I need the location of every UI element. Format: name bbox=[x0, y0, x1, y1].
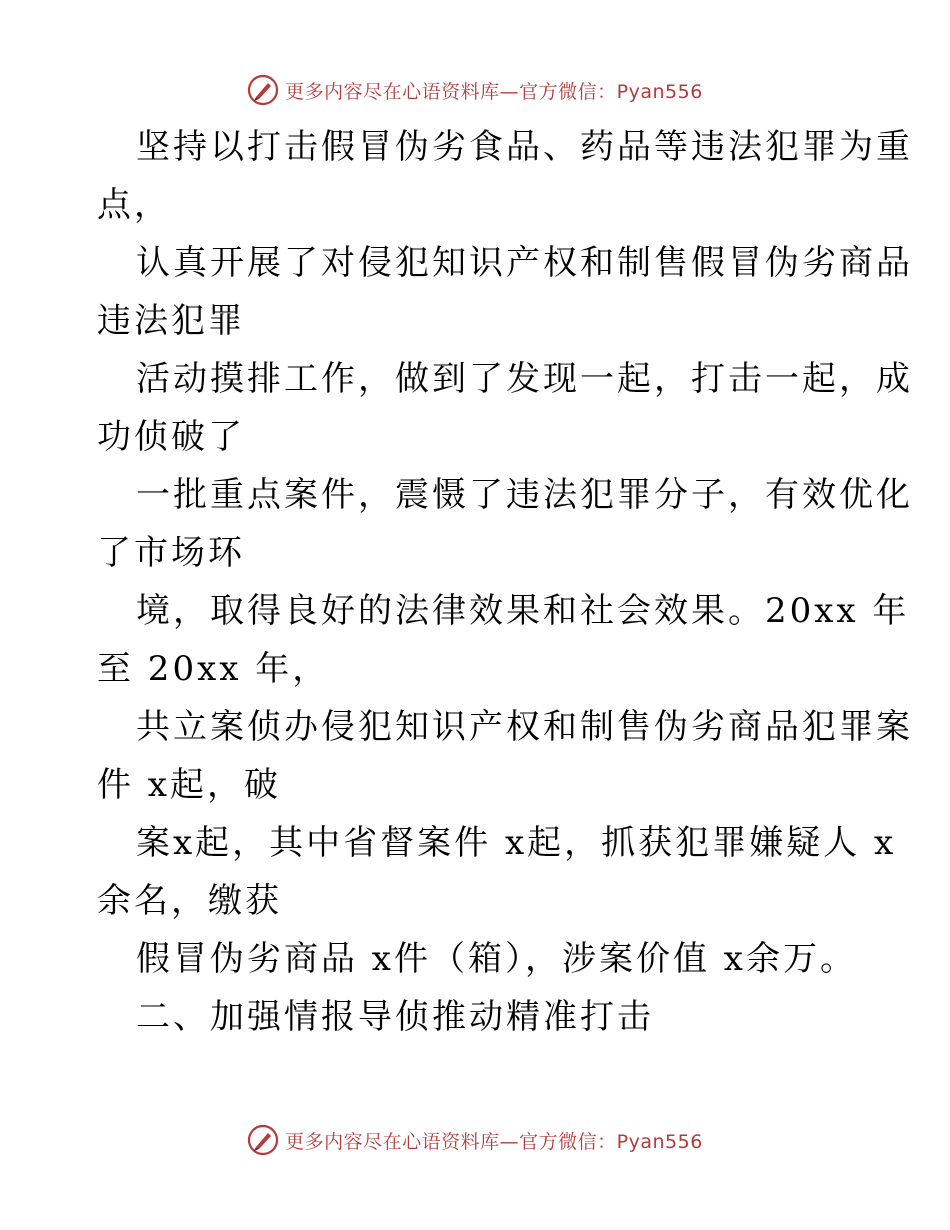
paragraph-line: 一批重点案件，震慑了违法犯罪分子，有效优化 bbox=[136, 475, 913, 515]
paragraph-line: 违法犯罪 bbox=[97, 301, 245, 341]
paragraph bbox=[0, 466, 950, 582]
paragraph bbox=[0, 582, 950, 698]
paragraph-line: 案x起，其中省督案件 x起，抓获犯罪嫌疑人 x bbox=[136, 823, 897, 863]
paragraph-line: 余名，缴获 bbox=[97, 881, 282, 921]
quill-logo-icon bbox=[247, 74, 279, 106]
paragraph-line: 共立案侦办侵犯知识产权和制售伪劣商品犯罪案 bbox=[136, 707, 913, 747]
paragraph-line: 至 20xx 年， bbox=[97, 649, 330, 689]
paragraph bbox=[0, 698, 950, 814]
document-body bbox=[0, 118, 950, 1046]
header-banner-text: 更多内容尽在心语资料库—官方微信：Pyan556 bbox=[285, 80, 703, 103]
paragraph bbox=[0, 234, 950, 350]
paragraph-line: 假冒伪劣商品 x件（箱），涉案价值 x余万。 bbox=[136, 939, 857, 979]
paragraph bbox=[0, 350, 950, 466]
paragraph bbox=[0, 118, 950, 234]
paragraph-line: 功侦破了 bbox=[97, 417, 245, 457]
quill-logo-icon bbox=[247, 1124, 279, 1156]
paragraph-line: 活动摸排工作，做到了发现一起，打击一起，成 bbox=[136, 359, 913, 399]
footer-banner bbox=[0, 1120, 950, 1160]
paragraph-line: 境，取得良好的法律效果和社会效果。20xx 年 bbox=[136, 591, 910, 631]
paragraph-line: 认真开展了对侵犯知识产权和制售假冒伪劣商品 bbox=[136, 243, 913, 283]
section-heading-text: 二、加强情报导侦推动精准打击 bbox=[136, 997, 654, 1037]
footer-banner-text: 更多内容尽在心语资料库—官方微信：Pyan556 bbox=[285, 1130, 703, 1153]
paragraph-line: 点， bbox=[97, 185, 171, 225]
paragraph-line: 坚持以打击假冒伪劣食品、药品等违法犯罪为重 bbox=[136, 127, 913, 167]
paragraph bbox=[0, 930, 950, 988]
paragraph bbox=[0, 814, 950, 930]
paragraph-line: 件 x起，破 bbox=[97, 765, 281, 805]
paragraph-line: 了市场环 bbox=[97, 533, 245, 573]
header-banner bbox=[0, 70, 950, 110]
section-heading bbox=[0, 988, 950, 1046]
